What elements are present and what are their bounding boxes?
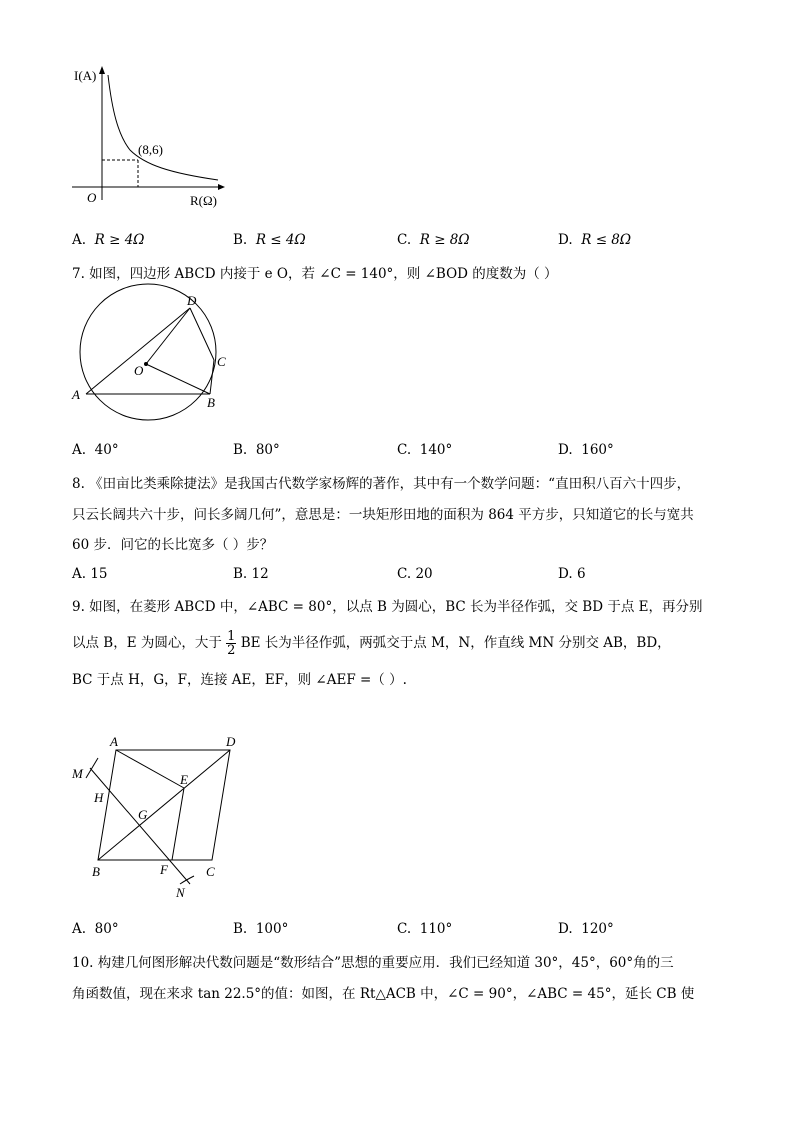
q10-question-line2: 角函数值，现在来求 tan 22.5°的值：如图，在 Rt△ACB 中，∠C = 90°，∠ABC = 45°，延长 CB 使 bbox=[72, 986, 695, 1002]
label-a: A bbox=[110, 734, 118, 749]
fraction-one-half: $\frac{1}{2}$ bbox=[227, 629, 236, 658]
q9-rhombus-diagram bbox=[68, 730, 258, 905]
q10-question-line1: 10. 构建几何图形解决代数问题是“数形结合”思想的重要应用．我们已经知道 30°，45°，60°角的三 bbox=[72, 955, 674, 971]
segment-ef bbox=[172, 788, 184, 860]
q7-option-d[interactable]: D. 160° bbox=[558, 442, 614, 458]
q8-option-a[interactable]: A. 15 bbox=[72, 566, 108, 582]
label-h: H bbox=[94, 790, 104, 805]
x-axis-arrow bbox=[218, 184, 225, 190]
q9-option-d[interactable]: D. 120° bbox=[558, 921, 614, 937]
x-axis-label: R(Ω) bbox=[190, 193, 217, 208]
q7-circle-diagram bbox=[68, 290, 238, 410]
label-a: A bbox=[72, 387, 80, 402]
q6-option-a[interactable]: A. R ≥ 4Ω bbox=[72, 232, 145, 248]
q7-option-b[interactable]: B. 80° bbox=[233, 442, 280, 458]
q6-option-d[interactable]: D. R ≤ 8Ω bbox=[558, 232, 632, 248]
q9-option-c[interactable]: C. 110° bbox=[397, 921, 453, 937]
q9-option-b[interactable]: B. 100° bbox=[233, 921, 289, 937]
hyperbola-curve bbox=[108, 75, 218, 180]
line-mn bbox=[90, 768, 190, 884]
label-g: G bbox=[138, 807, 148, 822]
label-c: C bbox=[206, 864, 215, 879]
label-d: D bbox=[187, 293, 197, 308]
q9-question-line1: 9. 如图，在菱形 ABCD 中，∠ABC = 80°，以点 B 为圆心，BC 长为半径作弧，交 BD 于点 E，再分别 bbox=[72, 599, 703, 615]
q9-question-line2: 以点 B，E 为圆心，大于 $\frac{1}{2}$ BE 长为半径作弧，两弧交于点 M，N，作直线 MN 分别交 AB，BD， bbox=[72, 629, 671, 658]
q8-option-b[interactable]: B. 12 bbox=[233, 566, 269, 582]
q9-option-a[interactable]: A. 80° bbox=[72, 921, 119, 937]
arc-n bbox=[180, 876, 194, 884]
label-m: M bbox=[72, 766, 83, 781]
y-axis-arrow bbox=[99, 66, 105, 74]
label-e: E bbox=[180, 772, 188, 787]
segment-od bbox=[146, 308, 190, 364]
label-f: F bbox=[160, 862, 168, 877]
center-point-o bbox=[144, 362, 148, 366]
segment-dc bbox=[190, 308, 214, 360]
point-label: (8,6) bbox=[138, 142, 163, 157]
label-d: D bbox=[226, 734, 236, 749]
y-axis-label: I(A) bbox=[74, 68, 97, 83]
q7-option-a[interactable]: A. 40° bbox=[72, 442, 119, 458]
segment-ae bbox=[116, 750, 184, 788]
label-b: B bbox=[207, 395, 215, 410]
label-c: C bbox=[217, 354, 226, 369]
q6-option-b[interactable]: B. R ≤ 4Ω bbox=[233, 232, 306, 248]
q8-question-line3: 60 步．问它的长比宽多（ ）步？ bbox=[72, 537, 274, 553]
q9-question-line3: BC 于点 H，G，F，连接 AE，EF，则 ∠AEF =（ ）. bbox=[72, 672, 407, 688]
segment-cb bbox=[210, 360, 214, 394]
resistance-current-graph bbox=[60, 60, 240, 210]
label-n: N bbox=[176, 885, 185, 900]
q8-option-c[interactable]: C. 20 bbox=[397, 566, 433, 582]
label-o: O bbox=[134, 363, 144, 378]
segment-ad bbox=[86, 308, 190, 394]
q6-option-c[interactable]: C. R ≥ 8Ω bbox=[397, 232, 470, 248]
q7-option-c[interactable]: C. 140° bbox=[397, 442, 453, 458]
q8-option-d[interactable]: D. 6 bbox=[558, 566, 586, 582]
q8-question-line1: 8. 《田亩比类乘除捷法》是我国古代数学家杨辉的著作，其中有一个数学问题：“直田积八百六十四步， bbox=[72, 476, 691, 492]
diagonal-bd bbox=[98, 750, 230, 860]
q8-question-line2: 只云长阔共六十步，问长多阔几何”，意思是：一块矩形田地的面积为 864 平方步，只知道它的长与宽共 bbox=[72, 507, 694, 523]
q7-question: 7. 如图，四边形 ABCD 内接于 e O，若 ∠C = 140°，则 ∠BOD 的度数为（ ） bbox=[72, 266, 558, 282]
label-b: B bbox=[92, 864, 100, 879]
segment-ob bbox=[146, 364, 210, 394]
origin-label: O bbox=[87, 190, 97, 205]
